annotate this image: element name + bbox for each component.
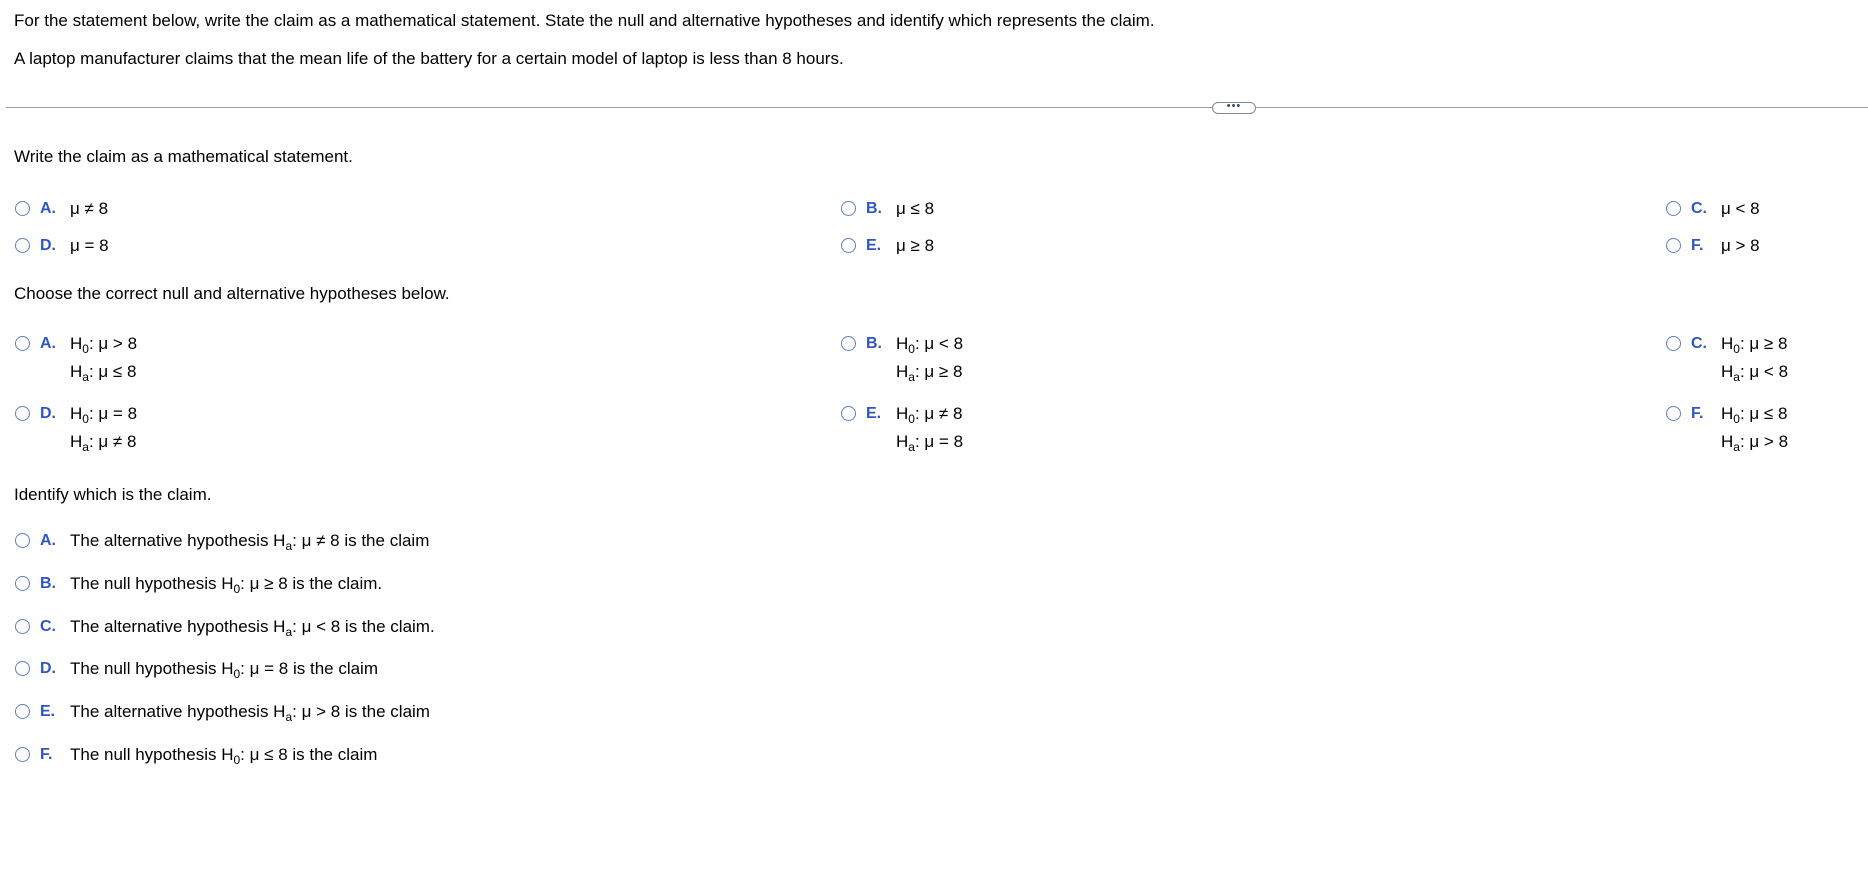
radio-button[interactable]	[15, 747, 30, 762]
part1-option-b[interactable]	[841, 198, 934, 219]
null-hypothesis: $H_0$: μ ≠ 8	[896, 404, 963, 426]
alternative-hypothesis: $H_a$: μ = 8	[896, 432, 964, 454]
radio-button[interactable]	[841, 336, 856, 351]
option-letter: C.	[40, 618, 56, 635]
alternative-hypothesis: $H_a$: μ ≤ 8	[70, 362, 137, 384]
option-letter: B.	[866, 200, 882, 217]
radio-button[interactable]	[841, 201, 856, 216]
radio-button[interactable]	[841, 406, 856, 421]
option-letter: E.	[866, 405, 882, 422]
option-text: μ < 8	[1721, 199, 1760, 218]
hypotheses-pair	[896, 403, 963, 459]
hypotheses-pair	[70, 403, 137, 459]
hypotheses-pair	[896, 333, 963, 389]
radio-button[interactable]	[15, 619, 30, 634]
part2-option-e[interactable]	[841, 403, 963, 459]
option-text: μ ≤ 8	[896, 199, 935, 218]
option-text: The null hypothesis $H_0$: μ = 8 is the claim	[70, 659, 378, 681]
expand-more-button[interactable]: •••	[1212, 102, 1256, 114]
part1-prompt: Write the claim as a mathematical statement.	[14, 147, 353, 166]
section-divider	[6, 107, 1868, 108]
null-hypothesis: $H_0$: μ < 8	[896, 334, 964, 356]
alternative-hypothesis: $H_a$: μ ≥ 8	[896, 362, 963, 384]
radio-button[interactable]	[1666, 238, 1681, 253]
part1-option-c[interactable]	[1666, 198, 1760, 219]
option-letter: A.	[40, 532, 56, 549]
hypotheses-pair	[1721, 403, 1788, 459]
hypotheses-pair	[1721, 333, 1788, 389]
option-letter: E.	[40, 703, 56, 720]
option-letter: F.	[1691, 237, 1704, 254]
part2-option-f[interactable]	[1666, 403, 1788, 459]
option-text: The null hypothesis $H_0$: μ ≤ 8 is the claim	[70, 745, 378, 767]
option-letter: E.	[866, 237, 882, 254]
radio-button[interactable]	[15, 533, 30, 548]
option-letter: A.	[40, 335, 56, 352]
option-letter: B.	[40, 575, 56, 592]
radio-button[interactable]	[15, 576, 30, 591]
part3-option-b[interactable]	[15, 573, 382, 594]
null-hypothesis: $H_0$: μ = 8	[70, 404, 138, 426]
part3-option-d[interactable]	[15, 658, 378, 679]
option-text: μ ≥ 8	[896, 236, 935, 255]
radio-button[interactable]	[1666, 336, 1681, 351]
radio-button[interactable]	[15, 406, 30, 421]
part2-option-a[interactable]	[15, 333, 137, 389]
alternative-hypothesis: $H_a$: μ ≠ 8	[70, 432, 137, 454]
null-hypothesis: $H_0$: μ > 8	[70, 334, 138, 356]
option-letter: D.	[40, 405, 56, 422]
part2-prompt: Choose the correct null and alternative hypotheses below.	[14, 284, 450, 303]
part3-option-c[interactable]	[15, 616, 435, 637]
radio-button[interactable]	[841, 238, 856, 253]
part1-option-a[interactable]	[15, 198, 108, 219]
part2-option-d[interactable]	[15, 403, 137, 459]
radio-button[interactable]	[15, 661, 30, 676]
option-text: The alternative hypothesis $H_a$: μ > 8 is the claim	[70, 702, 430, 724]
option-letter: C.	[1691, 335, 1707, 352]
radio-button[interactable]	[1666, 201, 1681, 216]
radio-button[interactable]	[15, 704, 30, 719]
part2-option-c[interactable]	[1666, 333, 1788, 389]
part3-option-f[interactable]	[15, 744, 377, 765]
null-hypothesis: $H_0$: μ ≤ 8	[1721, 404, 1788, 426]
radio-button[interactable]	[15, 201, 30, 216]
option-text: μ ≠ 8	[70, 199, 109, 218]
instructions-text: For the statement below, write the claim as a mathematical statement. State the null and alternative hypotheses and identify which represents the claim.	[14, 11, 1155, 30]
part3-option-e[interactable]	[15, 701, 430, 722]
alternative-hypothesis: $H_a$: μ > 8	[1721, 432, 1789, 454]
part3-prompt: Identify which is the claim.	[14, 485, 212, 504]
radio-button[interactable]	[15, 238, 30, 253]
part3-option-a[interactable]	[15, 530, 429, 551]
option-text: The alternative hypothesis $H_a$: μ ≠ 8 is the claim	[70, 531, 430, 553]
option-letter: C.	[1691, 200, 1707, 217]
option-letter: D.	[40, 237, 56, 254]
option-letter: F.	[1691, 405, 1704, 422]
alternative-hypothesis: $H_a$: μ < 8	[1721, 362, 1789, 384]
part1-option-f[interactable]	[1666, 235, 1760, 256]
option-letter: D.	[40, 660, 56, 677]
part1-option-d[interactable]	[15, 235, 109, 256]
option-letter: B.	[866, 335, 882, 352]
option-text: The alternative hypothesis $H_a$: μ < 8 is the claim.	[70, 617, 435, 639]
radio-button[interactable]	[15, 336, 30, 351]
option-letter: A.	[40, 200, 56, 217]
null-hypothesis: $H_0$: μ ≥ 8	[1721, 334, 1788, 356]
part2-option-b[interactable]	[841, 333, 963, 389]
option-letter: F.	[40, 746, 53, 763]
option-text: μ > 8	[1721, 236, 1760, 255]
option-text: The null hypothesis $H_0$: μ ≥ 8 is the claim.	[70, 574, 383, 596]
option-text: μ = 8	[70, 236, 109, 255]
radio-button[interactable]	[1666, 406, 1681, 421]
hypotheses-pair	[70, 333, 137, 389]
problem-statement: A laptop manufacturer claims that the mean life of the battery for a certain model of laptop is less than 8 hours.	[14, 49, 844, 68]
part1-option-e[interactable]	[841, 235, 934, 256]
